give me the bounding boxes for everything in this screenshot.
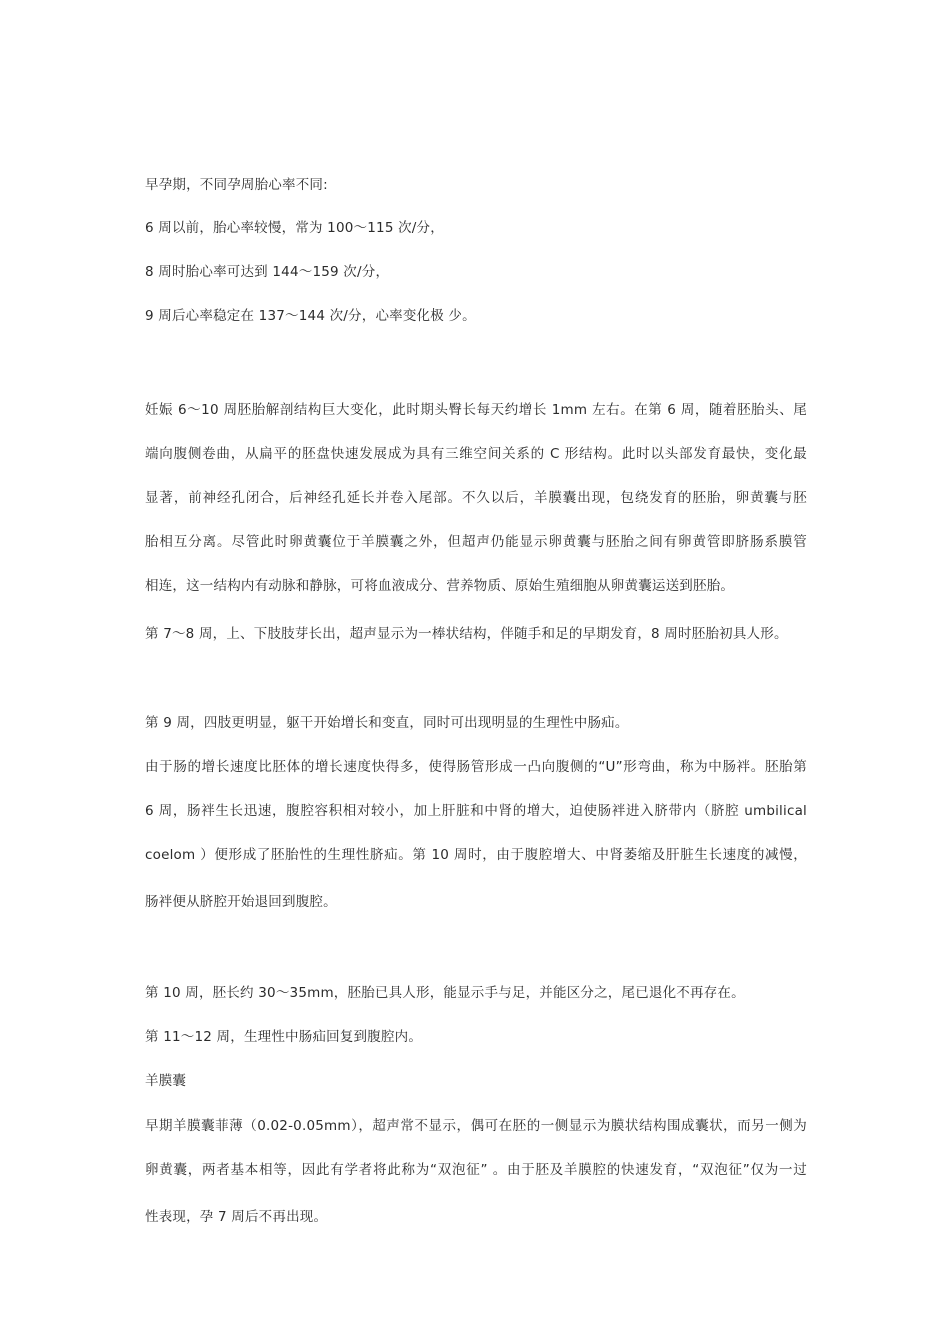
- paragraph-midgut-line: 肠袢便从脐腔开始退回到腹腔。: [145, 894, 337, 910]
- section-title-amnion: 羊膜囊: [145, 1073, 187, 1089]
- intro-item-8-weeks: 8 周时胎心率可达到 144～159 次/分，: [145, 264, 390, 280]
- paragraph-midgut-line: 由于肠的增长速度比胚体的增长速度快得多，使得肠管形成一凸向腹侧的“U”形弯曲，称为中肠袢。胚胎第: [145, 759, 807, 775]
- paragraph-week-9: 第 9 周，四肢更明显，躯干开始增长和变直，同时可出现明显的生理性中肠疝。: [145, 715, 629, 731]
- paragraph-amnion-line: 卵黄囊，两者基本相等，因此有学者将此称为“双泡征” 。由于胚及羊膜腔的快速发育，“双泡征”仅为一过: [145, 1162, 807, 1178]
- paragraph-amnion-line: 性表现，孕 7 周后不再出现。: [145, 1209, 328, 1225]
- paragraph-midgut-line: 6 周，肠袢生长迅速，腹腔容积相对较小，加上肝脏和中肾的增大，迫使肠袢进入脐带内（脐腔 umbilical: [145, 803, 807, 819]
- paragraph-1-line: 相连，这一结构内有动脉和静脉，可将血液成分、营养物质、原始生殖细胞从卵黄囊运送到胚胎。: [145, 578, 735, 594]
- paragraph-midgut-line: coelom ）便形成了胚胎性的生理性脐疝。第 10 周时，由于腹腔增大、中肾萎缩及肝脏生长速度的减慢，: [145, 847, 807, 863]
- paragraph-1-line: 端向腹侧卷曲，从扁平的胚盘快速发展成为具有三维空间关系的 C 形结构。此时以头部发育最快，变化最: [145, 446, 807, 462]
- paragraph-1-line: 显著，前神经孔闭合，后神经孔延长并卷入尾部。不久以后，羊膜囊出现，包绕发育的胚胎，卵黄囊与胚: [145, 490, 807, 506]
- paragraph-week-11-12: 第 11～12 周，生理性中肠疝回复到腹腔内。: [145, 1029, 423, 1045]
- intro-item-6-weeks: 6 周以前，胎心率较慢，常为 100～115 次/分，: [145, 220, 444, 236]
- intro-heading: 早孕期，不同孕周胎心率不同:: [145, 177, 328, 193]
- intro-item-9-weeks: 9 周后心率稳定在 137～144 次/分，心率变化极 少。: [145, 308, 476, 324]
- paragraph-1-line: 胎相互分离。尽管此时卵黄囊位于羊膜囊之外，但超声仍能显示卵黄囊与胚胎之间有卵黄管即脐肠系膜管: [145, 534, 807, 550]
- paragraph-week-7-8: 第 7～8 周，上、下肢肢芽长出，超声显示为一棒状结构，伴随手和足的早期发育，8 周时胚胎初具人形。: [145, 626, 788, 642]
- paragraph-amnion-line: 早期羊膜囊菲薄（0.02-0.05mm），超声常不显示，偶可在胚的一侧显示为膜状结构围成囊状，而另一侧为: [145, 1118, 807, 1134]
- paragraph-week-10: 第 10 周，胚长约 30～35mm，胚胎已具人形，能显示手与足，并能区分之，尾已退化不再存在。: [145, 985, 745, 1001]
- paragraph-1-line: 妊娠 6～10 周胚胎解剖结构巨大变化，此时期头臀长每天约增长 1mm 左右。在第 6 周，随着胚胎头、尾: [145, 402, 807, 418]
